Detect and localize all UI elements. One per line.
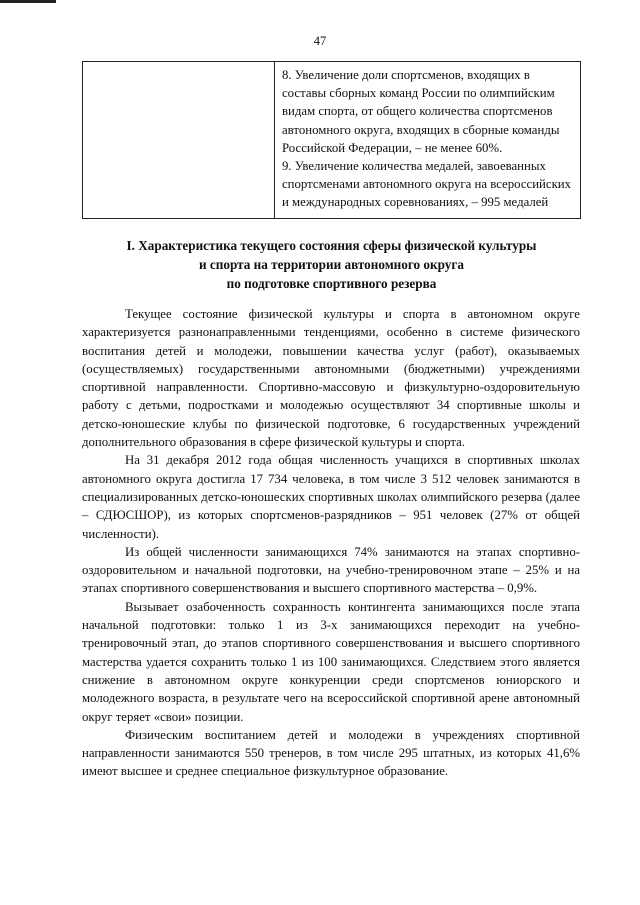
paragraph: Текущее состояние физической культуры и спорта в автономном округе характеризуется разнонаправленными тенденциями, особенно в системе физического воспитания детей и молодежи, повышении качества услуг (работ), оказываемых (осуществляемых) государственными автономными (бюджетными) учреждениями спортивной направленности. Спортивно-массовую и физкультурно-оздоровительную работу с детьми, подростками и молодежью осуществляют 34 спортивные школы и детско-юношеские клубы по физической подготовке, 6 государственных учреждений дополнительного образования в сфере физической культуры и спорта. <box>82 307 580 450</box>
target-item: 8. Увеличение доли спортсменов, входящих в составы сборных команд России по олимпийским видам спорта, от общего количества спортсменов автономного округа, входящих в сборные команды Российской Федерации, – не менее 60%. <box>282 68 560 155</box>
section-heading-line: I. Характеристика текущего состояния сферы физической культуры <box>126 238 537 253</box>
section-heading <box>82 236 581 293</box>
paragraph: На 31 декабря 2012 года общая численность учащихся в спортивных школах автономного округа достигла 17 734 человека, в том числе 3 512 человек занимаются в специализированных детско-юношеских спортивных школах олимпийского резерва (далее – СДЮСШОР), из которых спортсменов-разрядников – 951 человек (27% от общей численности). <box>82 453 580 541</box>
section-heading-line: по подготовке спортивного резерва <box>226 276 437 291</box>
target-item: 9. Увеличение количества медалей, завоеванных спортсменами автономного округа на всероссийских и международных соревнованиях, – 995 медалей <box>282 159 572 210</box>
targets-table <box>82 61 581 219</box>
paragraph: Из общей численности занимающихся 74% занимаются на этапах спортивно-оздоровительном и начальной подготовки, на учебно-тренировочном этапе – 25% и на этапах спортивного совершенствования и высшего спортивного мастерства – 0,9%. <box>82 544 580 596</box>
paragraph: Физическим воспитанием детей и молодежи в учреждениях спортивной направленности занимаются 550 тренеров, в том числе 295 штатных, из которых 41,6% имеют высшее и среднее специальное физкультурное образование. <box>82 727 580 779</box>
section-heading-line: и спорта на территории автономного округа <box>199 257 464 272</box>
table-cell-empty <box>83 62 275 218</box>
top-edge-mark <box>0 0 56 3</box>
section-body <box>82 305 580 781</box>
page-number: 47 <box>313 34 327 48</box>
paragraph: Вызывает озабоченность сохранность контингента занимающихся после этапа начальной подготовки: только 1 из 3-х занимающихся переходит на учебно-тренировочный этап, до этапов спортивного совершенствования и высшего спортивного мастерства удается сохранить только 1 из 100 занимающихся. Следствием этого является снижение в автономном округе конкуренции среди спортсменов юниорского и молодежного возраста, в результате чего на всероссийской спортивной арене автономный округ теряет «свои» позиции. <box>82 599 580 724</box>
table-cell-targets <box>275 62 580 218</box>
